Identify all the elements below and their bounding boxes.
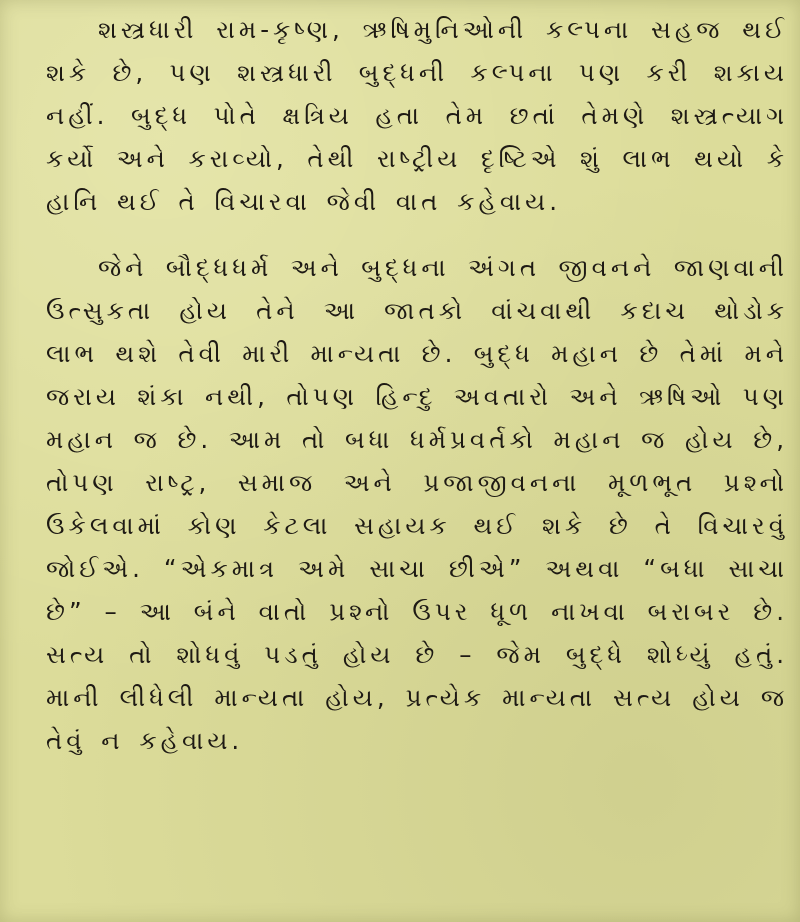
paragraph-1: શસ્ત્રધારી રામ-કૃષ્ણ, ઋષિમુનિઓની કલ્પના સહજ થઈ શકે છે, પણ શસ્ત્રધારી બુદ્ધની કલ્પના પણ કરી શકાય નહીં. બુદ્ધ પોતે ક્ષત્રિય હતા તેમ છતાં તેમણે શસ્ત્રત્યાગ કર્યો અને કરાવ્યો, તેથી રાષ્ટ્રીય દૃષ્ટિએ શું લાભ થયો કે હાનિ થઈ તે વિચારવા જેવી વાત કહેવાય. <box>46 15 788 216</box>
paragraph-2: જેને બૌદ્ધધર્મ અને બુદ્ધના અંગત જીવનને જાણવાની ઉત્સુકતા હોય તેને આ જાતકો વાંચવાથી કદાચ થોડોક લાભ થશે તેવી મારી માન્યતા છે. બુદ્ધ મહાન છે તેમાં મને જરાય શંકા નથી, તોપણ હિન્દુ અવતારો અને ઋષિઓ પણ મહાન જ છે. આમ તો બધા ધર્મપ્રવર્તકો મહાન જ હોય છે, તોપણ રાષ્ટ્ર, સમાજ અને પ્રજાજીવનના મૂળભૂત પ્રશ્નો ઉકેલવામાં કોણ કેટલા સહાયક થઈ શકે છે તે વિચારવું જોઈએ. “એકમાત્ર અમે સાચા છીએ” અથવા “બધા સાચા છે” – આ બંને વાતો પ્રશ્નો ઉપર ધૂળ નાખવા બરાબર છે. સત્ય તો શોધવું પડતું હોય છે – જેમ બુદ્ધે શોધ્યું હતું. માની લીધેલી માન્યતા હોય, પ્રત્યેક માન્યતા સત્ય હોય જ તેવું ન કહેવાય. <box>46 253 788 755</box>
